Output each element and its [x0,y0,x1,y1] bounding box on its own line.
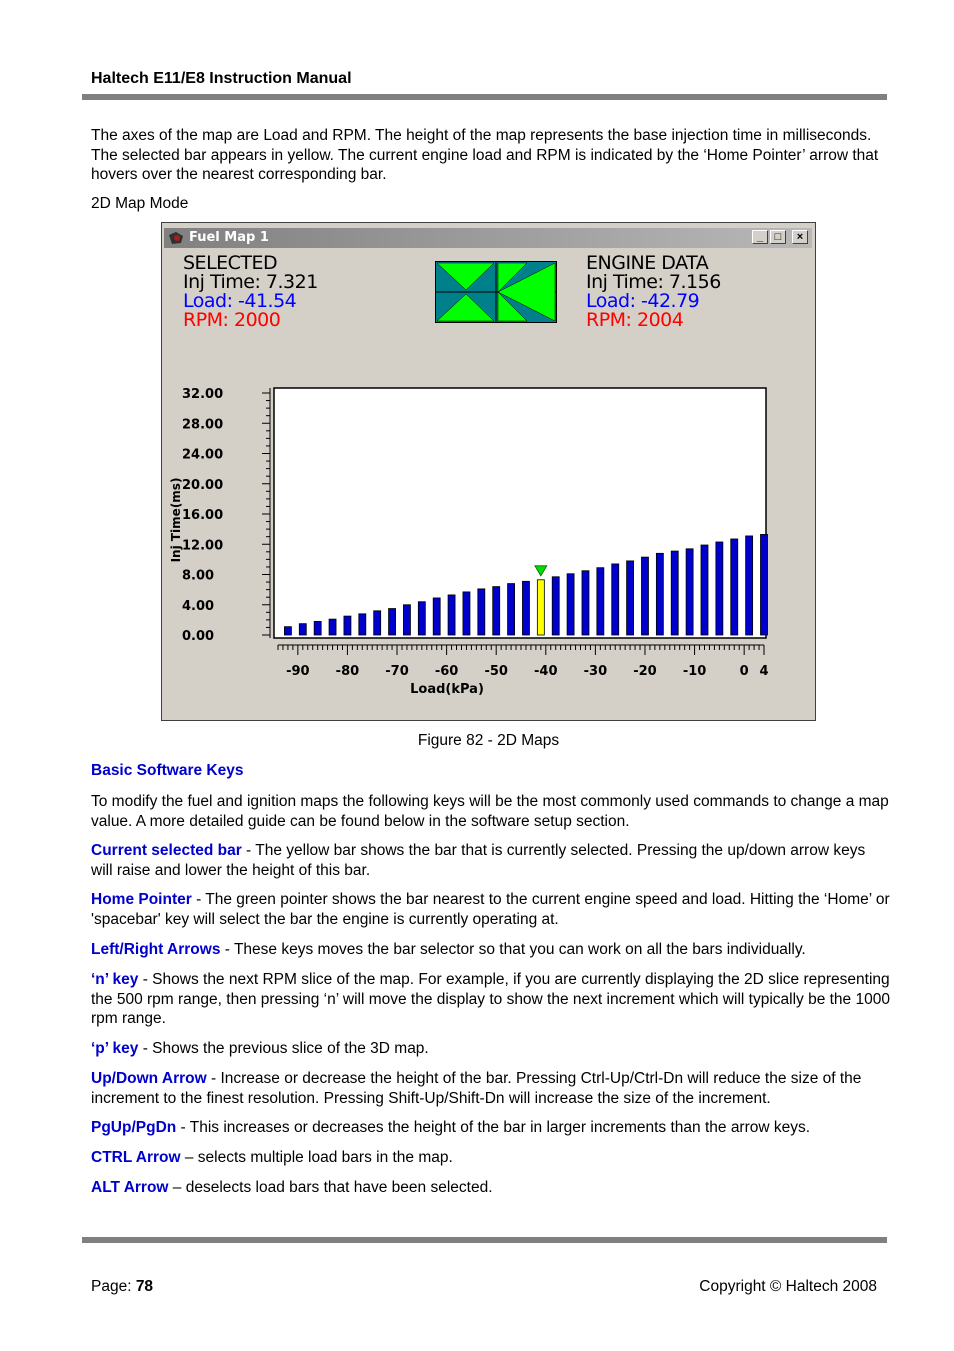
map-bar [463,592,470,635]
key-description: - The yellow bar shows the bar that is currently selected. Pressing the up/down arrow keys will raise and lower the height of this bar. [91,842,866,879]
close-button[interactable]: × [792,230,808,244]
x-tick-label: -20 [633,664,657,679]
copyright: Copyright © Haltech 2008 [699,1278,877,1295]
key-item [91,1039,891,1059]
engine-load: Load: -42.79 [586,290,700,312]
y-tick-label: 4.00 [182,598,215,614]
map-bar [597,568,604,635]
key-name: Home Pointer [91,891,192,908]
map-bar [389,609,396,635]
map-bar [448,595,455,635]
x-tick-label: -50 [484,664,508,679]
engine-heading: ENGINE DATA [586,252,709,274]
map-bar [508,584,515,635]
window-titlebar [164,228,812,248]
key-item [91,1148,891,1168]
engine-rpm: RPM: 2004 [586,309,684,331]
key-name: ALT Arrow [91,1179,169,1196]
map-bar [656,553,663,635]
key-item [91,970,891,1029]
key-name: Current selected bar [91,842,242,859]
y-tick-label: 24.00 [182,447,224,463]
x-tick-label: -30 [583,664,608,679]
map-bar [344,616,351,635]
key-item [91,1178,891,1198]
key-description: - Shows the next RPM slice of the map. For example, if you are currently displaying the 2D slice representing the 500 rpm range, then pressing ‘n’ will move the display to show the next increment which will typically be the 1000 rpm range. [91,971,890,1027]
intro-paragraph: The axes of the map are Load and RPM. The height of the map represents the base injection time in milliseconds. The selected bar appears in yellow. The current engine load and RPM is indicated by the ‘Home Pointer’ arrow that hovers over the nearest corresponding bar. [91,127,879,183]
map-bar [701,545,708,635]
x-axis-label: Load(kPa) [410,682,484,697]
x-tick-label: 4 [759,664,769,679]
x-tick-label: -90 [286,664,310,679]
header-divider [82,94,887,100]
navigation-arrows-icon [435,261,557,323]
y-axis-label: Inj Time(ms) [169,477,183,563]
key-description: – selects multiple load bars in the map. [180,1149,453,1166]
page-label: Page: [91,1278,136,1295]
map-bar [522,581,529,635]
map-bar [671,551,678,635]
y-tick-label: 8.00 [182,568,215,584]
map-bar [761,534,768,635]
key-description: – deselects load bars that have been selected. [168,1179,493,1196]
section-intro: To modify the fuel and ignition maps the following keys will be the most commonly used commands to change a map value. A more detailed guide can be found below in the software setup section. [91,793,889,830]
map-bar [374,611,381,635]
map-bar [284,627,291,635]
minimize-button[interactable]: _ [752,230,768,244]
key-item [91,1118,891,1138]
x-tick-label: -80 [335,664,360,679]
map-bar [314,621,321,635]
page-number [91,1278,153,1296]
selected-heading: SELECTED [183,252,278,274]
x-tick-label: 0 [739,664,749,679]
x-tick-label: -60 [434,664,459,679]
map-bar [627,561,634,635]
map-bar [552,577,559,635]
app-icon [168,231,184,245]
key-description: - This increases or decreases the height of the bar in larger increments than the arrow keys. [176,1119,811,1136]
selected-inj-time: Inj Time: 7.321 [183,271,318,293]
key-name: Up/Down Arrow [91,1070,207,1087]
map-bar [493,587,500,635]
selected-rpm: RPM: 2000 [183,309,281,331]
map-bar [433,598,440,635]
maximize-button[interactable]: □ [770,230,786,244]
manual-title: Haltech E11/E8 Instruction Manual [91,70,352,87]
map-bar [641,557,648,635]
map-bar [329,619,336,635]
key-description: - Shows the previous slice of the 3D map. [138,1040,429,1057]
map-bar [359,614,366,635]
key-name: PgUp/PgDn [91,1119,177,1136]
footer-divider [82,1237,887,1243]
x-tick-label: -10 [682,664,707,679]
map-bar [567,574,574,635]
y-tick-label: 16.00 [182,508,224,523]
key-item [91,890,891,929]
selected-load: Load: -41.54 [183,290,297,312]
map-bar [418,602,425,635]
map-bar [731,539,738,635]
y-tick-label: 32.00 [182,387,224,402]
map-bar [403,605,410,635]
y-tick-label: 28.00 [182,417,224,433]
map-bar [478,589,485,635]
key-description: - The green pointer shows the bar nearest to the current engine speed and load. Hitting the ‘Home’ or 'spacebar' key will select the bar the engine is currently operating at. [91,891,890,928]
key-name: Left/Right Arrows [91,941,221,958]
map-bar [746,536,753,635]
engine-inj-time: Inj Time: 7.156 [586,271,721,293]
key-description: - Increase or decrease the height of the bar. Pressing Ctrl-Up/Ctrl-Dn will reduce the size of the increment to the finest resolution. Pressing Shift-Up/Shift-Dn will increase the size of the increment. [91,1070,862,1107]
page-number-value: 78 [135,1278,154,1295]
map-bar [686,549,693,635]
x-tick-label: -70 [385,664,409,679]
window-title: Fuel Map 1 [189,230,269,245]
y-tick-label: 12.00 [182,538,224,554]
key-name: ‘p’ key [91,1040,139,1057]
section-heading: Basic Software Keys [91,762,244,779]
y-tick-label: 20.00 [182,477,224,493]
figure-caption: Figure 82 - 2D Maps [417,732,560,749]
map-bar [299,624,306,635]
map-bar [582,571,589,635]
map-mode-label: 2D Map Mode [91,195,189,212]
fuel-map-chart [162,373,812,703]
x-tick-label: -40 [534,664,558,679]
key-name: CTRL Arrow [91,1149,181,1166]
key-item [91,1069,891,1108]
map-bar [612,564,619,635]
key-item [91,940,891,960]
y-tick-label: 0.00 [182,629,215,644]
selected-bar [537,580,544,635]
map-bar [716,542,723,635]
key-item [91,841,891,880]
key-description: - These keys moves the bar selector so that you can work on all the bars individually. [220,941,806,958]
fuel-map-window [161,222,816,721]
key-name: ‘n’ key [91,971,139,988]
